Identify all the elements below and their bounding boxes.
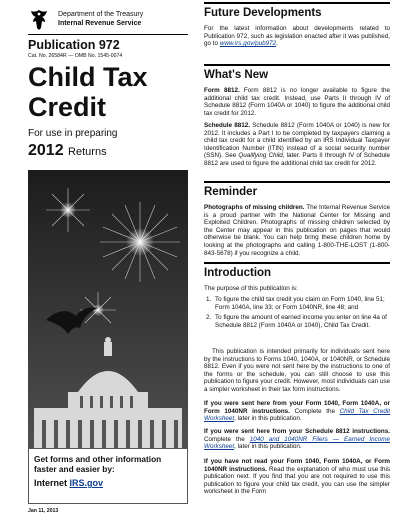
fireworks-capitol-illustration	[28, 170, 188, 476]
irs-website-link[interactable]: IRS.gov	[69, 478, 104, 488]
purpose-list	[204, 296, 390, 332]
missing-children-paragraph: Photographs of missing children. The Internal Revenue Service is a proud partner with the National Center for Missing and Exploited Children. Photographs of missing children selected by the Center may appear in this publication on pages that would otherwise be blank. You can help bring these children home by looking at the photographs and calling 1-800-THE-LOST (1-800-843-5678) if you recognize a child.	[204, 204, 390, 257]
pub972-link[interactable]: www.irs.gov/pub972	[219, 40, 277, 48]
promo-link-line	[34, 478, 182, 488]
schedule-8812-paragraph: Schedule 8812. Schedule 8812 (Form 1040A or 1040) is new for 2012. It includes a Part I to be completed by taxpayers claiming a child tax credit for a child identified by an IRS Individual Taxpayer Identification Number (ITIN) instead of a social security number (SSN). See Qualifying Child, later. Parts II through IV of Schedule 8812 are used to figure the additional child tax credit for 2012.	[204, 122, 390, 167]
treasury-eagle-logo-icon	[28, 8, 50, 32]
whats-new-heading: What's New	[204, 69, 269, 81]
title-line-2: Credit	[28, 92, 107, 122]
title-line-1: Child Tax	[28, 62, 148, 92]
list-item: 1. To figure the child tax credit you claim on Form 1040, line 51; Form 1040A, line 33; or Form 1040NR, line 48; and	[206, 296, 385, 311]
cover-left-column	[0, 0, 190, 518]
future-section-rule	[204, 2, 390, 4]
sent-from-schedule-paragraph: If you were sent here from your Schedule 8812 instructions. Complete the 1040 and 1040NR Filers — Earned Income Worksheet, later in this publication.	[204, 428, 390, 451]
catalog-number: Cat. No. 26584R — OMB No. 1545-0074	[28, 53, 123, 59]
sent-from-form-paragraph: If you were sent here from your Form 1040, Form 1040A, or Form 1040NR instructions. Complete the Child Tax Credit Worksheet, later in this publication.	[204, 400, 390, 423]
publication-title	[28, 62, 188, 122]
reminder-heading: Reminder	[204, 186, 258, 198]
earned-income-worksheet-link[interactable]: 1040 and 1040NR Filers — Earned Income Worksheet	[204, 435, 390, 451]
prep-text: For use in preparing	[28, 128, 118, 139]
agency-name	[58, 10, 143, 28]
tax-year-suffix: Returns	[68, 146, 107, 158]
agency-line-2: Internal Revenue Service	[58, 20, 142, 27]
tax-year: 2012	[28, 142, 64, 159]
agency-divider	[28, 34, 188, 35]
introduction-section-rule	[204, 262, 390, 264]
agency-line-1: Department of the Treasury	[58, 11, 144, 18]
form-8812-paragraph: Form 8812. Form 8812 is no longer available to figure the additional child tax credit. Instead, use Parts II through IV of Schedule 8812 (Form 1040A or 1040) to figure the additional child tax credit for 2012.	[204, 87, 390, 117]
revision-date: Jan 11, 2013	[28, 508, 59, 514]
intended-for-paragraph: This publication is intended primarily for individuals sent here by the instructions to Forms 1040, 1040A, or 1040NR, or Schedule 8812. Even if you were not sent here by the instructions to one of the forms or the schedule, you can still choose to use this publication to figure your credit. However, most individuals can use a simpler worksheet in their tax form instructions.	[204, 348, 390, 393]
introduction-lead: The purpose of this publication is:	[204, 285, 298, 292]
introduction-heading: Introduction	[204, 267, 272, 279]
future-developments-paragraph: For the latest information about developments related to Publication 972, such as legislation enacted after it was published, go to www.irs.gov/pub972.	[204, 25, 390, 48]
not-read-instructions-paragraph: If you have not read your Form 1040, Form 1040A, or Form 1040NR instructions. Read the explanation of who must use this publication next. If you find that you are not required to use this publication to figure your child tax credit, you can use the simpler worksheet in the Form	[204, 458, 390, 496]
promo-text: Get forms and other information faster and easier by:	[34, 454, 162, 474]
whats-new-section-rule	[204, 64, 390, 66]
cover-right-column	[204, 0, 390, 518]
tax-year-line	[28, 142, 107, 160]
publication-number: Publication 972	[28, 38, 120, 52]
future-developments-heading: Future Developments	[204, 7, 322, 19]
promo-link-prefix: Internet	[34, 478, 68, 488]
reminder-section-rule	[204, 181, 390, 183]
child-tax-credit-worksheet-link[interactable]: Child Tax Credit Worksheet	[204, 407, 390, 423]
promo-box	[28, 448, 188, 504]
list-item: 2. To figure the amount of earned income you enter on line 4a of Schedule 8812 (Form 1040A or 1040), Child Tax Credit.	[206, 314, 387, 329]
cover-photo	[28, 170, 188, 476]
